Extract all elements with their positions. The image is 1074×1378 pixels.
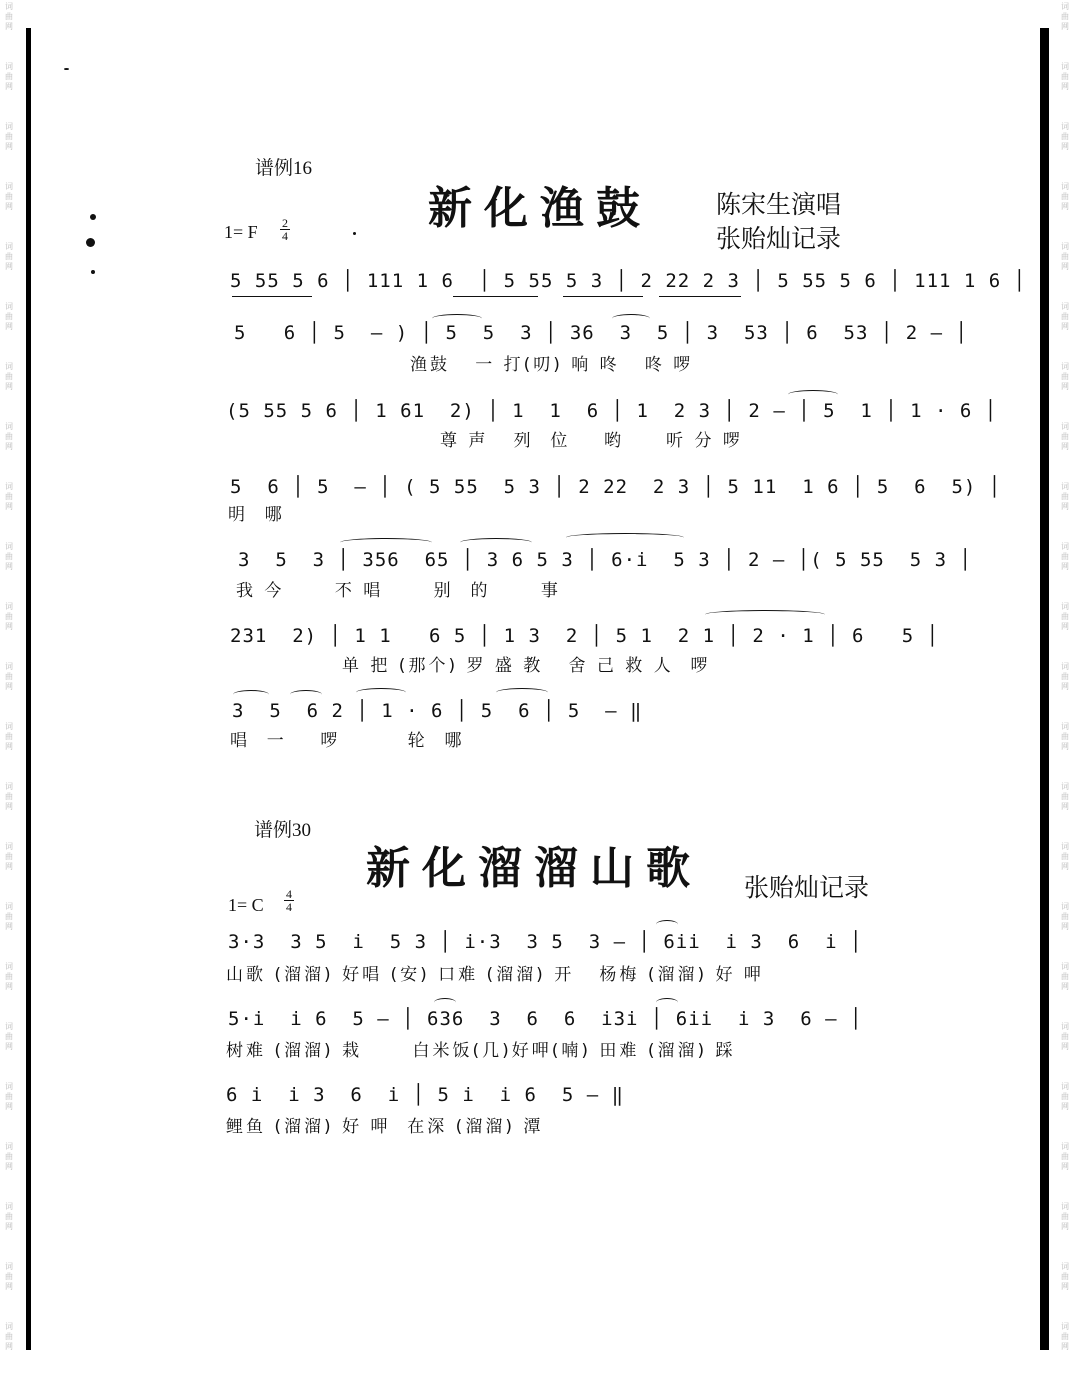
scan-speck <box>91 270 95 274</box>
watermark-text: 词曲网 <box>1061 662 1069 691</box>
lyric-line: 尊 声 列 位 哟 听 分 啰 <box>440 431 743 451</box>
tie-slur <box>460 538 532 547</box>
tie-slur <box>496 688 548 697</box>
tie-slur <box>566 533 684 542</box>
watermark-text: 词曲网 <box>5 1082 13 1111</box>
watermark-text: 词曲网 <box>5 542 13 571</box>
watermark-text: 词曲网 <box>1061 122 1069 151</box>
tie-slur <box>290 690 322 699</box>
watermark-text: 词曲网 <box>5 602 13 631</box>
watermark-text: 词曲网 <box>5 842 13 871</box>
key-signature: 1= C <box>228 895 264 915</box>
lyric-line: 明 哪 <box>228 505 285 525</box>
watermark-text: 词曲网 <box>5 1022 13 1051</box>
tie-slur <box>656 998 678 1007</box>
watermark-text: 词曲网 <box>1061 1142 1069 1171</box>
watermark-text: 词曲网 <box>1061 242 1069 271</box>
watermark-text: 词曲网 <box>1061 1322 1069 1351</box>
watermark-text: 词曲网 <box>5 242 13 271</box>
watermark-text: 词曲网 <box>1061 602 1069 631</box>
notation-line: 5·i i 6 5 — │ 636 3 6 6 i3i │ 6ii i 3 6 — │ <box>228 1008 863 1030</box>
tie-slur <box>233 690 269 699</box>
tie-slur <box>612 314 650 323</box>
watermark-text: 词曲网 <box>1061 2 1069 31</box>
watermark-text: 词曲网 <box>5 662 13 691</box>
watermark-text: 词曲网 <box>5 422 13 451</box>
watermark-text: 词曲网 <box>5 482 13 511</box>
key-signature: 1= F <box>224 222 258 242</box>
tie-slur <box>356 688 406 697</box>
tie-slur <box>432 314 482 323</box>
recorder-credit: 张贻灿记录 <box>744 873 870 902</box>
watermark-text: 词曲网 <box>5 1142 13 1171</box>
watermark-text: 词曲网 <box>1061 722 1069 751</box>
watermark-text: 词曲网 <box>1061 62 1069 91</box>
watermark-text: 词曲网 <box>5 962 13 991</box>
watermark-text: 词曲网 <box>5 722 13 751</box>
watermark-text: 词曲网 <box>1061 362 1069 391</box>
watermark-text: 词曲网 <box>1061 302 1069 331</box>
watermark-text: 词曲网 <box>1061 842 1069 871</box>
tie-slur <box>788 390 838 399</box>
beam-underline <box>659 296 741 297</box>
watermark-text: 词曲网 <box>1061 422 1069 451</box>
watermark-text: 词曲网 <box>1061 1082 1069 1111</box>
watermark-text: 词曲网 <box>1061 542 1069 571</box>
watermark-text: 词曲网 <box>5 1262 13 1291</box>
beam-underline <box>232 296 312 297</box>
watermark-text: 词曲网 <box>5 302 13 331</box>
notation-line: 5 6 │ 5 — │ ( 5 55 5 3 │ 2 22 2 3 │ 5 11 1 6 │ 5 6 5) │ <box>230 476 1002 498</box>
watermark-text: 词曲网 <box>5 902 13 931</box>
tie-slur <box>434 998 456 1007</box>
time-signature-numerator: 2 <box>282 216 288 230</box>
beam-underline <box>563 296 643 297</box>
watermark-text: 词曲网 <box>1061 782 1069 811</box>
time-signature-denominator: 4 <box>286 900 292 914</box>
tie-slur <box>340 538 432 547</box>
watermark-text: 词曲网 <box>1061 1022 1069 1051</box>
lyric-line: 我 今 不 唱 别 的 事 <box>236 581 561 601</box>
notation-line: 5 55 5 6 │ 111 1 6 │ 5 55 5 3 │ 2 22 2 3 │ 5 55 5 6 │ 111 1 6 │ <box>230 270 1027 292</box>
notation-line: 3 5 6 2 │ 1 · 6 │ 5 6 │ 5 — ‖ <box>232 700 643 722</box>
recorder-credit: 张贻灿记录 <box>716 224 842 253</box>
watermark-text: 词曲网 <box>1061 962 1069 991</box>
scan-speck <box>90 214 96 220</box>
time-signature <box>280 217 290 242</box>
scan-speck <box>64 68 69 70</box>
watermark-text: 词曲网 <box>5 782 13 811</box>
notation-line: 231 2) │ 1 1 6 5 │ 1 3 2 │ 5 1 2 1 │ 2 · 1 │ 6 5 │ <box>230 625 940 647</box>
watermark-text: 词曲网 <box>1061 1202 1069 1231</box>
right-margin-bar <box>1040 28 1049 1350</box>
tie-slur <box>705 610 825 619</box>
watermark-text: 词曲网 <box>1061 1262 1069 1291</box>
performer-credit: 陈宋生演唱 <box>716 190 842 219</box>
song-title: 新化溜溜山歌 <box>366 843 702 894</box>
notation-line: 3·3 3 5 i 5 3 │ i·3 3 5 3 — │ 6ii i 3 6 i │ <box>228 931 863 953</box>
lyric-line: 树难 (溜溜) 栽 白米饭(几)好呷(喃) 田难 (溜溜) 踩 <box>226 1041 736 1061</box>
notation-line: (5 55 5 6 │ 1 61 2) │ 1 1 6 │ 1 2 3 │ 2 — │ 5 1 │ 1 · 6 │ <box>226 400 998 422</box>
scan-speck <box>353 232 356 235</box>
watermark-text: 词曲网 <box>1061 182 1069 211</box>
scan-speck <box>86 238 95 247</box>
tie-slur <box>656 920 678 929</box>
watermark-text: 词曲网 <box>5 62 13 91</box>
example-label: 谱例16 <box>255 158 313 179</box>
watermark-text: 词曲网 <box>5 1202 13 1231</box>
left-margin-bar <box>26 28 31 1350</box>
time-signature <box>284 888 294 913</box>
watermark-text: 词曲网 <box>5 362 13 391</box>
watermark-text: 词曲网 <box>5 122 13 151</box>
example-label: 谱例30 <box>254 820 312 841</box>
lyric-line: 唱 一 啰 轮 哪 <box>230 731 465 751</box>
lyric-line: 渔鼓 一 打(叨) 响 咚 咚 啰 <box>410 355 694 375</box>
notation-line: 6 i i 3 6 i │ 5 i i 6 5 — ‖ <box>226 1084 625 1106</box>
lyric-line: 鲤鱼 (溜溜) 好 呷 在深 (溜溜) 潭 <box>226 1117 544 1137</box>
watermark-text: 词曲网 <box>5 2 13 31</box>
watermark-text: 词曲网 <box>5 1322 13 1351</box>
beam-underline <box>453 296 538 297</box>
time-signature-numerator: 4 <box>286 887 292 901</box>
notation-line: 3 5 3 │ 356 65 │ 3 6 5 3 │ 6·i 5 3 │ 2 — │( 5 55 5 3 │ <box>238 549 972 571</box>
watermark-text: 词曲网 <box>5 182 13 211</box>
song-title: 新化渔鼓 <box>428 183 652 234</box>
lyric-line: 山歌 (溜溜) 好唱 (安) 口难 (溜溜) 开 杨梅 (溜溜) 好 呷 <box>226 965 764 985</box>
watermark-text: 词曲网 <box>1061 902 1069 931</box>
time-signature-denominator: 4 <box>282 229 288 243</box>
lyric-line: 单 把 (那个) 罗 盛 教 舍 己 救 人 啰 <box>342 656 711 676</box>
watermark-text: 词曲网 <box>1061 482 1069 511</box>
notation-line: 5 6 │ 5 — ) │ 5 5 3 │ 36 3 5 │ 3 53 │ 6 53 │ 2 — │ <box>234 322 968 344</box>
